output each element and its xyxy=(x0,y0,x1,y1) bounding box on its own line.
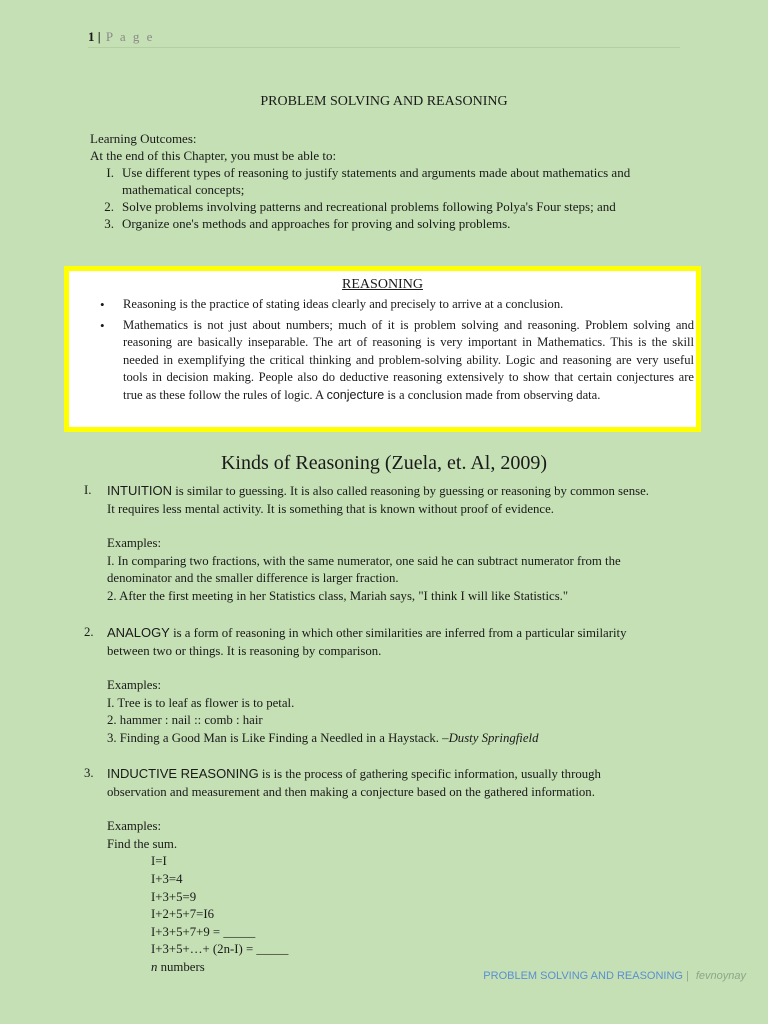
sum-line: I+3+5=9 xyxy=(151,889,197,904)
learning-outcomes xyxy=(90,130,690,232)
sum-list xyxy=(151,853,704,976)
page-header xyxy=(88,29,154,45)
inductive-section xyxy=(84,765,704,977)
bullet-text: Reasoning is the practice of stating ideas clearly and precisely to arrive at a conclusion. xyxy=(123,297,564,311)
intuition-example-1a: I. In comparing two fractions, with the same numerator, one said he can subtract numerator from the xyxy=(107,553,621,568)
list-item xyxy=(90,215,690,232)
sum-line: I+3=4 xyxy=(151,871,183,886)
intuition-line-1 xyxy=(107,482,704,501)
examples-label: Examples: xyxy=(107,678,162,693)
header-rule xyxy=(88,47,680,48)
list-item xyxy=(90,198,690,215)
inductive-text: is is the process of gathering specific information, usually through xyxy=(261,767,601,781)
list-item-text: Organize one's methods and approaches for proving and solving problems. xyxy=(122,216,511,231)
list-item-text: Use different types of reasoning to justify statements and arguments made about mathematics and mathematical concepts; xyxy=(122,165,631,197)
list-item xyxy=(100,296,694,314)
footer-title: PROBLEM SOLVING AND REASONING xyxy=(483,970,683,982)
intuition-example-1b: denominator and the smaller difference is larger fraction. xyxy=(107,571,399,586)
list-item-number: 3. xyxy=(104,216,114,231)
examples-label: Examples: xyxy=(107,536,162,551)
numbers-word: numbers xyxy=(160,959,205,974)
analogy-example-3-text: 3. Finding a Good Man is Like Finding a Needled in a Haystack. – xyxy=(107,730,449,745)
page-footer xyxy=(483,970,746,982)
sum-line: I+2+5+7=I6 xyxy=(151,907,214,922)
inductive-line-1 xyxy=(107,765,704,784)
analogy-line-2: between two or things. It is reasoning by comparison. xyxy=(107,643,382,658)
learning-outcomes-list xyxy=(90,164,690,232)
section-number: 3. xyxy=(84,766,94,780)
bullet-text-end: is a conclusion made from observing data. xyxy=(387,387,601,402)
list-item xyxy=(100,317,694,405)
section-number: I. xyxy=(84,483,92,497)
sum-line: I=I xyxy=(151,854,167,869)
reasoning-bullets xyxy=(100,296,694,408)
analogy-text: is a form of reasoning in which other similarities are inferred from a particular similarity xyxy=(173,626,627,640)
page-label: P a g e xyxy=(105,29,155,44)
footer-author: fevnoynay xyxy=(695,970,746,982)
list-item-number: I. xyxy=(106,165,114,180)
document-title: PROBLEM SOLVING AND REASONING xyxy=(260,94,508,109)
list-item-number: 2. xyxy=(104,199,114,214)
list-item-text: Solve problems involving patterns and recreational problems following Polya's Four steps; and xyxy=(122,199,616,214)
intuition-section xyxy=(84,482,704,606)
inductive-line-2: observation and measurement and then making a conjecture based on the gathered information. xyxy=(107,784,595,799)
analogy-example-1: I. Tree is to leaf as flower is to petal. xyxy=(107,695,295,710)
intuition-text: is similar to guessing. It is also called reasoning by guessing or reasoning by common sense. xyxy=(175,484,649,498)
intuition-line-2: It requires less mental activity. It is something that is known without proof of evidence. xyxy=(107,501,554,516)
inductive-term: INDUCTIVE REASONING xyxy=(107,766,259,781)
conjecture-term: conjecture xyxy=(326,387,385,402)
kinds-of-reasoning-title: Kinds of Reasoning (Zuela, et. Al, 2009) xyxy=(220,452,548,474)
list-item xyxy=(90,164,690,198)
section-number: 2. xyxy=(84,625,94,639)
analogy-section xyxy=(84,624,704,748)
analogy-line-1 xyxy=(107,624,704,643)
examples-label: Examples: xyxy=(107,819,162,834)
bullet-icon: • xyxy=(100,317,105,333)
analogy-term: ANALOGY xyxy=(107,625,170,640)
sum-line: I+3+5+7+9 = _____ xyxy=(151,924,256,939)
n-variable: n xyxy=(151,959,158,974)
find-the-sum: Find the sum. xyxy=(107,836,178,851)
reasoning-box-title: REASONING xyxy=(342,277,423,292)
analogy-example-3 xyxy=(107,730,704,748)
sum-line: I+3+5+…+ (2n-I) = _____ xyxy=(151,942,289,957)
analogy-example-2: 2. hammer : nail :: comb : hair xyxy=(107,713,263,728)
intuition-term: INTUITION xyxy=(107,483,172,498)
footer-separator: | xyxy=(685,970,689,982)
bullet-icon: • xyxy=(100,297,105,312)
bullet-text: Mathematics is not just about numbers; much of it is problem solving and reasoning. Problem solving and reasoning are basically inseparable. The art of reasoning is very important in Mathematics. This is the skill needed in exemplifying the critical thinking and problem-solving ability. Logic and reasoning are very useful tools in decision making. People also do deductive reasoning extensively to show that certain conjectures are true as these follow the rules of logic. A xyxy=(123,317,694,402)
learning-outcomes-intro: At the end of this Chapter, you must be able to: xyxy=(90,148,337,163)
header-separator: | xyxy=(97,29,101,44)
intuition-example-2: 2. After the first meeting in her Statistics class, Mariah says, "I think I will like Statistics." xyxy=(107,588,569,603)
quote-author: Dusty Springfield xyxy=(448,730,539,745)
page-number: 1 xyxy=(88,29,95,44)
learning-outcomes-heading: Learning Outcomes: xyxy=(90,131,197,146)
